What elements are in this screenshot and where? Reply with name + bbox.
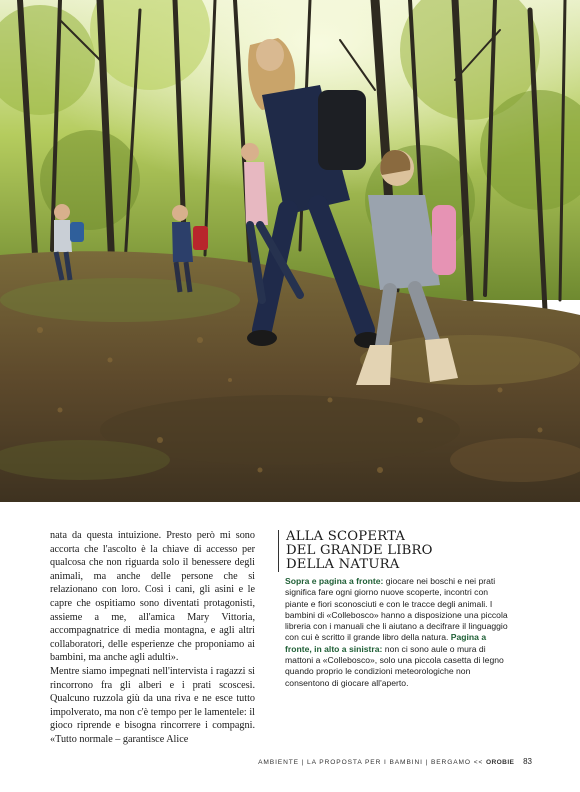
sidebar-title-line: ALLA SCOPERTA — [286, 529, 406, 544]
page-footer — [258, 757, 532, 766]
caption-lead: Sopra e pagina a fronte: — [285, 576, 384, 586]
caption-lead: Pagina a fronte, in alto a sinistra: — [285, 632, 487, 654]
page-number: 83 — [523, 757, 532, 766]
sidebar-title-line: DEL GRANDE LIBRO — [286, 543, 433, 558]
article-paragraph: Mentre siamo impegnati nell'intervista i ragazzi si rincorrono fra gli alberi e i prati scoscesi. Qualcuno ruzzola giù da una riva e ne esce tutto impolverato, ma non c'è tempo per le lamentele: il gioco riprende e bisogna rincorrere i compagni. «Tutto normale – garantisce Alice — [50, 665, 255, 745]
article-paragraph: nata da questa intuizione. Presto però mi sono accorta che l'ascolto è la chiave di accesso per qualcosa che non riguarda solo il benessere degli animali, ma anche delle persone che si relazionano con loro. Così i cani, gli asini e le capre che ospitiamo sono diventati protagonisti, assieme a me, all'amica Mary Vittoria, accompagnatrice di media montagna, e agli altri collaboratori, delle esperienze che proponiamo ai bambini, ma anche agli adulti». — [50, 530, 255, 664]
sidebar-title-block — [278, 530, 518, 572]
caption-text: giocare nei boschi e nei prati significa fare ogni giorno nuove scoperte, incontri con piante e fiori sconosciuti e con le tracce degli animali. I bambini di «Collebosco» hanno a disposizione una piccola libreria con i manuali che li aiutano a decifrare il linguaggio con cui è scritto il grande libro della natura. — [285, 576, 508, 643]
sidebar-title-line: DELLA NATURA — [286, 557, 400, 572]
photo-caption — [285, 576, 511, 689]
article-body — [50, 529, 255, 747]
magazine-brand: OROBIE — [485, 759, 515, 766]
sidebar-title — [286, 530, 518, 572]
running-head: AMBIENTE | LA PROPOSTA PER I BAMBINI | BERGAMO << — [258, 759, 484, 766]
caption-text: non ci sono aule o mura di mattoni a «Collebosco», solo una piccola casetta di legno quando proprio le condizioni meteorologiche non consentono di giocare all'aperto. — [285, 643, 504, 688]
